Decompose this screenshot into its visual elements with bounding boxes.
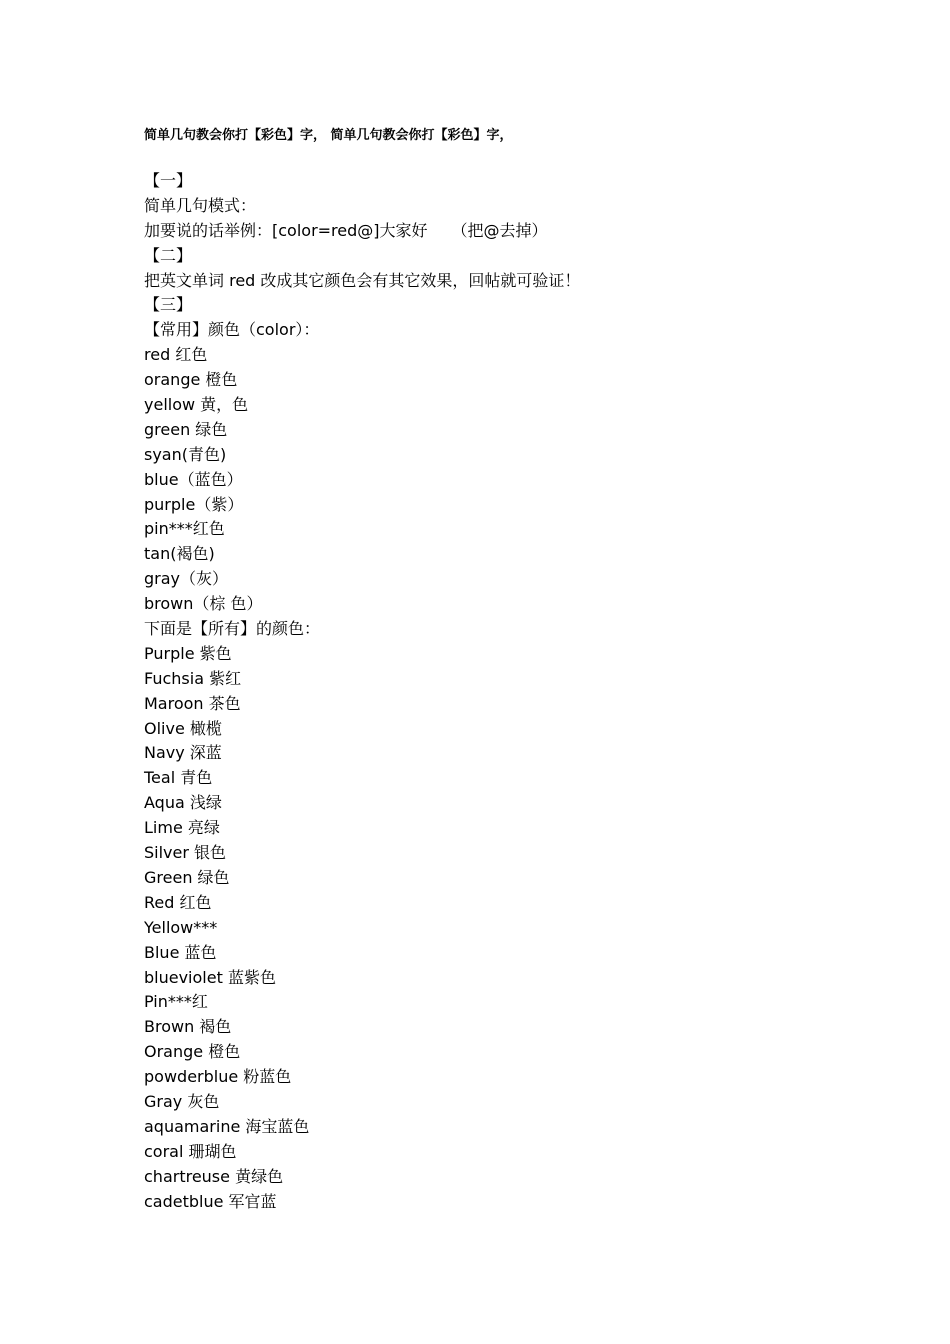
text-line: Brown 褐色 — [144, 1017, 232, 1037]
text-line: Purple 紫色 — [144, 643, 232, 663]
text-line: Silver 银色 — [144, 843, 227, 863]
text-line: 加要说的话举例：[color=red@]大家好 （把@去掉） — [144, 220, 548, 240]
text-line: 把英文单词 red 改成其它颜色会有其它效果，回帖就可验证！ — [144, 270, 581, 290]
text-line: cadetblue 军官蓝 — [144, 1191, 277, 1211]
text-line: brown（棕 色） — [144, 594, 263, 614]
text-line: syan(青色) — [144, 444, 227, 464]
text-line: Blue 蓝色 — [144, 942, 217, 962]
text-line: chartreuse 黄绿色 — [144, 1166, 284, 1186]
text-line: purple（紫） — [144, 494, 244, 514]
text-line: Red 红色 — [144, 892, 212, 912]
text-line: Aqua 浅绿 — [144, 793, 222, 813]
text-line: green 绿色 — [144, 419, 228, 439]
text-line: Maroon 茶色 — [144, 693, 241, 713]
text-line: pin***红色 — [144, 519, 225, 539]
text-line: aquamarine 海宝蓝色 — [144, 1116, 310, 1136]
text-line: Pin***红 — [144, 992, 208, 1012]
text-line: Olive 橄榄 — [144, 718, 222, 738]
text-line: powderblue 粉蓝色 — [144, 1067, 292, 1087]
text-line: gray（灰） — [144, 569, 229, 589]
text-line: yellow 黄，色 — [144, 395, 249, 415]
document-title: 简单几句教会你打【彩色】字， 简单几句教会你打【彩色】字， — [144, 128, 513, 143]
text-line: Teal 青色 — [144, 768, 213, 788]
text-line: 【常用】颜色（color）： — [144, 320, 320, 340]
text-line: Navy 深蓝 — [144, 743, 222, 763]
text-line: red 红色 — [144, 345, 208, 365]
text-line: blue（蓝色） — [144, 469, 243, 489]
text-line: blueviolet 蓝紫色 — [144, 967, 276, 987]
text-line: Fuchsia 紫红 — [144, 668, 242, 688]
text-line: Lime 亮绿 — [144, 818, 220, 838]
text-line: 【三】 — [144, 295, 193, 315]
text-line: Gray 灰色 — [144, 1091, 220, 1111]
text-line: 【二】 — [144, 245, 193, 265]
text-line: coral 珊瑚色 — [144, 1141, 237, 1161]
text-line: tan(褐色) — [144, 544, 215, 564]
text-line: 【一】 — [144, 171, 193, 190]
text-line: Yellow*** — [144, 917, 218, 937]
document-body — [144, 169, 580, 1214]
text-line: Orange 橙色 — [144, 1042, 241, 1062]
text-line: 下面是【所有】的颜色： — [144, 619, 321, 639]
text-line: orange 橙色 — [144, 370, 238, 390]
text-line: 简单几句模式： — [144, 195, 257, 215]
text-line: Green 绿色 — [144, 867, 230, 887]
